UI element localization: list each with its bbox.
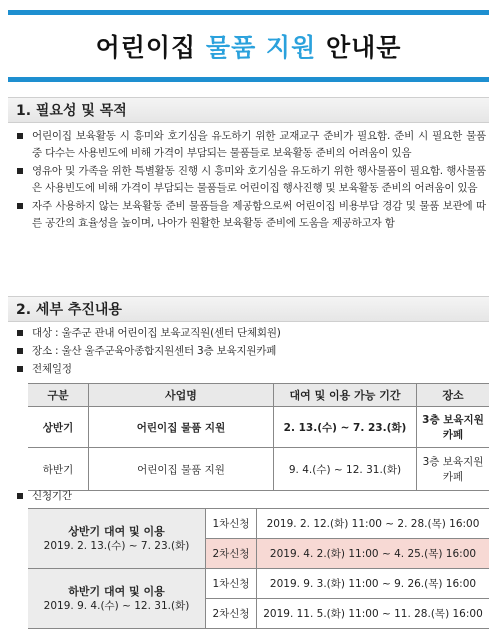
bullet-square-icon	[17, 493, 23, 499]
title-highlight: 물품 지원	[205, 33, 317, 62]
cell-period: 9. 4.(수) ~ 12. 31.(화)	[274, 448, 417, 491]
section1-bullets	[14, 128, 486, 233]
bottom-rule	[8, 77, 489, 82]
list-item	[14, 343, 486, 360]
round-dates: 2019. 11. 5.(화) 11:00 ~ 11. 28.(목) 16:00	[257, 599, 490, 629]
bullet-square-icon	[17, 133, 23, 139]
round-dates: 2019. 4. 2.(화) 11:00 ~ 4. 25.(목) 16:00	[257, 539, 490, 569]
cell-division: 상반기	[28, 407, 89, 448]
round-label: 1차신청	[206, 569, 257, 599]
period-cell	[28, 569, 206, 629]
bullet-square-icon	[17, 168, 23, 174]
period-cell	[28, 509, 206, 569]
cell-project: 어린이집 물품 지원	[89, 448, 274, 491]
bullet-square-icon	[17, 348, 23, 354]
bullet-square-icon	[17, 330, 23, 336]
header-division: 구분	[28, 384, 89, 407]
title-text-1: 어린이집	[95, 33, 206, 62]
header-location: 장소	[417, 384, 490, 407]
section1-heading: 1. 필요성 및 목적	[8, 97, 489, 123]
period-range: 2019. 2. 13.(수) ~ 7. 23.(화)	[43, 539, 190, 552]
table-row	[28, 569, 489, 599]
header-project: 사업명	[89, 384, 274, 407]
bullet-text: 장소 : 울산 울주군육아종합지원센터 3층 보육지원카페	[32, 345, 277, 357]
period-title: 하반기 대여 및 이용	[68, 584, 165, 598]
list-item	[14, 325, 486, 342]
application-table	[28, 508, 489, 629]
bullet-text: 영유아 및 가족을 위한 특별활동 진행 시 흥미와 호기심을 유도하기 위한 행사물품이 필요함. 행사물품은 사용빈도에 비해 가격이 부담되는 물품들로 어린이집 행사진행 및 보육활동 준비의 어려움이 있음	[32, 165, 486, 194]
bullet-square-icon	[17, 366, 23, 372]
list-item	[14, 198, 486, 232]
bullet-text: 신청기간	[32, 490, 72, 502]
list-item	[14, 361, 486, 378]
round-label: 2차신청	[206, 599, 257, 629]
bullet-text: 대상 : 울주군 관내 어린이집 보육교직원(센터 단체회원)	[32, 327, 281, 339]
round-label: 2차신청	[206, 539, 257, 569]
cell-location: 3층 보육지원카페	[417, 448, 490, 491]
title-text-2: 안내문	[316, 33, 402, 62]
schedule-table	[28, 383, 489, 491]
round-dates: 2019. 9. 3.(화) 11:00 ~ 9. 26.(목) 16:00	[257, 569, 490, 599]
period-range: 2019. 9. 4.(수) ~ 12. 31.(화)	[43, 599, 190, 612]
cell-period: 2. 13.(수) ~ 7. 23.(화)	[274, 407, 417, 448]
bullet-text: 어린이집 보육활동 시 흥미와 호기심을 유도하기 위한 교재교구 준비가 필요함. 준비 시 필요한 물품 중 다수는 사용빈도에 비해 가격이 부담되는 물품들로 보육활동 준비의 어려움이 있음	[32, 130, 486, 159]
list-item	[14, 128, 486, 162]
bullet-square-icon	[17, 203, 23, 209]
round-dates: 2019. 2. 12.(화) 11:00 ~ 2. 28.(목) 16:00	[257, 509, 490, 539]
cell-location: 3층 보육지원카페	[417, 407, 490, 448]
cell-project: 어린이집 물품 지원	[89, 407, 274, 448]
cell-division: 하반기	[28, 448, 89, 491]
list-item	[14, 488, 486, 505]
table-row	[28, 509, 489, 539]
table-header-row	[28, 384, 489, 407]
section2-heading: 2. 세부 추진내용	[8, 296, 489, 322]
bullet-text: 전체일정	[32, 363, 72, 375]
table-row	[28, 448, 489, 491]
table-row	[28, 407, 489, 448]
period-title: 상반기 대여 및 이용	[68, 524, 165, 538]
top-rule	[8, 10, 489, 15]
page-title	[0, 28, 497, 64]
header-period: 대여 및 이용 가능 기간	[274, 384, 417, 407]
bullet-text: 자주 사용하지 않는 보육활동 준비 물품들을 제공함으로써 어린이집 비용부담 경감 및 물품 보관에 따른 공간의 효율성을 높이며, 나아가 원활한 보육활동 준비에 도움을 제공하고자 함	[32, 200, 486, 229]
round-label: 1차신청	[206, 509, 257, 539]
apply-bullet	[14, 488, 486, 506]
list-item	[14, 163, 486, 197]
section2-bullets	[14, 325, 486, 379]
